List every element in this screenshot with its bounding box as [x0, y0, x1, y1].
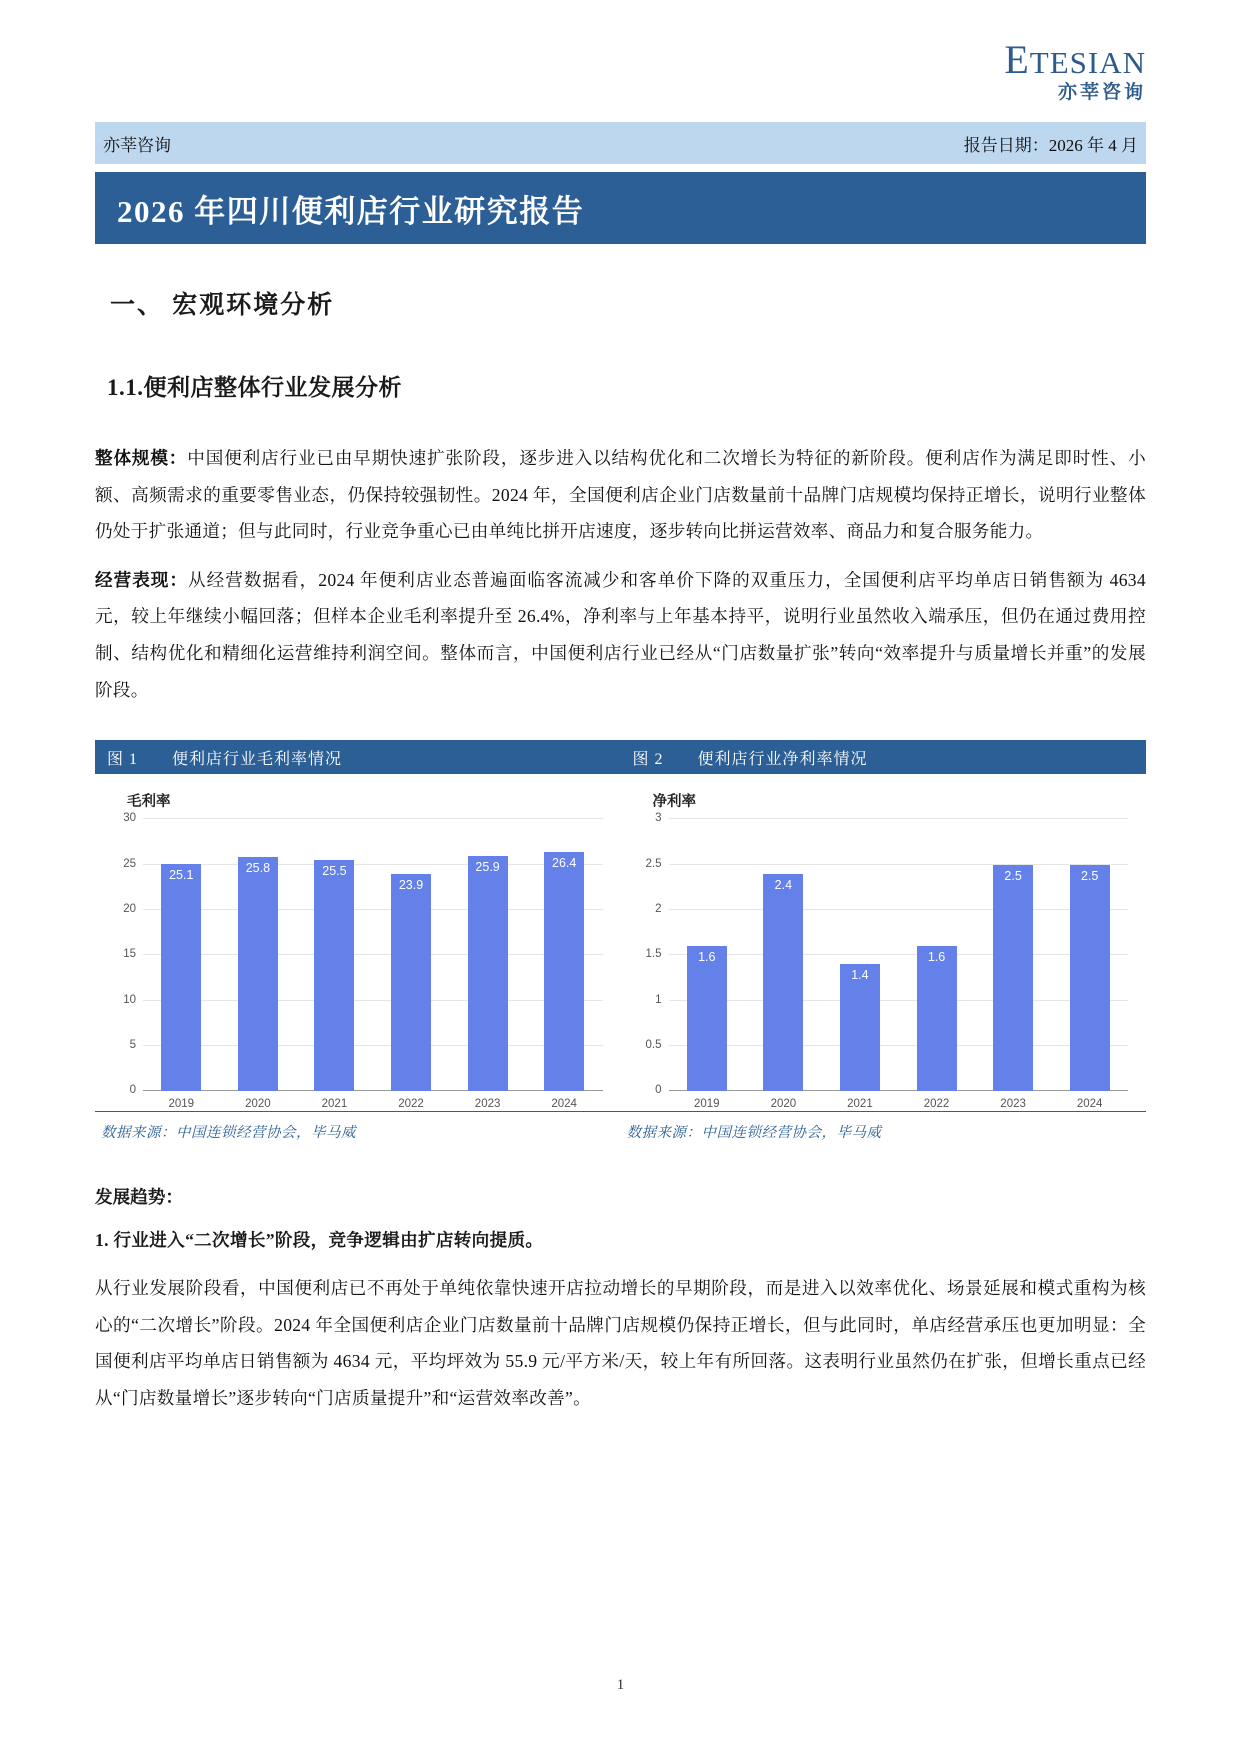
figure-number: 图 2	[632, 750, 664, 768]
figure-gross-margin	[95, 740, 621, 1142]
chart-title: 毛利率	[127, 794, 171, 811]
chart-bar	[687, 946, 727, 1091]
figure-header	[621, 740, 1147, 774]
y-axis-tick-label: 0.5	[645, 1038, 662, 1051]
figure-header	[95, 740, 621, 774]
y-axis-tick-label: 10	[123, 993, 136, 1006]
y-axis-tick-label: 2	[655, 902, 662, 915]
chart-bar	[917, 946, 957, 1091]
page-number: 1	[616, 1677, 625, 1693]
paragraph-text: 从经营数据看，2024 年便利店业态普遍面临客流减少和客单价下降的双重压力，全国便利店平均单店日销售额为 4634 元，较上年继续小幅回落；但样本企业毛利率提升至 26.4%，净利率与上年基本持平，说明行业虽然收入端承压，但仍在通过费用控制、结构优化和精细化运营维持利润空间。整体而言，中国便利店行业已经从“门店数量扩张”转向“效率提升与质量增长并重”的发展阶段。	[95, 569, 1146, 700]
figure-source: 数据来源：中国连锁经营协会，毕马威	[626, 1125, 882, 1142]
figure-caption: 便利店行业毛利率情况	[172, 750, 343, 768]
subsection-heading: 1.1.便利店整体行业发展分析	[107, 375, 402, 400]
chart-plot-area	[645, 811, 1129, 1096]
header-report-date: 报告日期：2026 年 4 月	[963, 135, 1138, 155]
y-axis-tick-label: 3	[655, 811, 662, 824]
logo-wordmark-rest: TESIAN	[1029, 45, 1146, 80]
x-axis-tick-label: 2023	[1000, 1098, 1026, 1111]
paragraph-overall-scale	[95, 440, 1146, 550]
chart-x-axis-labels	[669, 1098, 1129, 1110]
x-axis-tick-label: 2023	[474, 1098, 501, 1111]
logo-initial: E	[1004, 37, 1030, 82]
paragraph-lead-label: 经营表现：	[95, 569, 189, 590]
bar-slot	[143, 819, 220, 1091]
chart-bars	[669, 819, 1129, 1091]
bar-slot	[296, 819, 373, 1091]
x-axis-tick-label: 2021	[847, 1098, 873, 1111]
y-axis-tick-label: 0	[129, 1083, 136, 1096]
bar-slot	[526, 819, 603, 1091]
bar-value-label: 1.6	[927, 950, 946, 965]
figure-row	[95, 740, 1146, 1142]
bar-slot	[1051, 819, 1128, 1091]
chart-plot-area	[123, 811, 603, 1096]
paragraph-operating-performance	[95, 562, 1146, 708]
figure-net-margin	[621, 740, 1147, 1142]
paragraph-text: 中国便利店行业已由早期快速扩张阶段，逐步进入以结构优化和二次增长为特征的新阶段。便利店作为满足即时性、小额、高频需求的重要零售业态，仍保持较强韧性。2024 年，全国便利店企业门店数量前十品牌门店规模均保持正增长，说明行业整体仍处于扩张通道；但与此同时，行业竞争重心已由单纯比拼开店速度，逐步转向比拼运营效率、商品力和复合服务能力。	[95, 448, 1146, 542]
page-title: 2026 年四川便利店行业研究报告	[117, 193, 585, 229]
figure-caption: 便利店行业净利率情况	[697, 750, 868, 768]
bar-value-label: 26.4	[552, 855, 577, 870]
chart-bar	[763, 874, 803, 1092]
bar-value-label: 1.4	[851, 968, 869, 983]
chart-bar	[161, 864, 201, 1092]
chart-bar	[1070, 865, 1110, 1092]
x-axis-tick-label: 2024	[551, 1098, 577, 1111]
section-heading: 一、 宏观环境分析	[110, 292, 335, 319]
logo-subtitle: 亦莘咨询	[1057, 82, 1146, 103]
y-axis-tick-label: 2.5	[645, 857, 662, 870]
chart-gross-margin	[95, 774, 621, 1109]
bar-value-label: 2.5	[1080, 868, 1099, 883]
bar-value-label: 2.4	[774, 877, 793, 892]
header-company-name: 亦莘咨询	[103, 135, 171, 155]
bar-slot	[745, 819, 822, 1091]
figure-source: 数据来源：中国连锁经营协会，毕马威	[101, 1125, 356, 1142]
chart-x-axis-labels	[143, 1098, 603, 1110]
bar-slot	[220, 819, 297, 1091]
trends-heading: 发展趋势：	[95, 1187, 183, 1208]
company-logo	[1004, 37, 1146, 103]
bar-slot	[449, 819, 526, 1091]
chart-bar	[468, 856, 508, 1091]
bar-slot	[373, 819, 450, 1091]
y-axis-tick-label: 20	[123, 902, 136, 915]
y-axis-tick-label: 5	[129, 1038, 136, 1051]
chart-bar	[314, 860, 354, 1091]
bar-slot	[822, 819, 899, 1091]
x-axis-tick-label: 2019	[168, 1098, 195, 1111]
chart-title: 净利率	[652, 794, 696, 811]
bar-value-label: 23.9	[398, 878, 424, 893]
trend-item-1-body: 从行业发展阶段看，中国便利店已不再处于单纯依靠快速开店拉动增长的早期阶段，而是进入以效率优化、场景延展和模式重构为核心的“二次增长”阶段。2024 年全国便利店企业门店数量前十品牌门店规模仍保持正增长，但与此同时，单店经营承压也更加明显：全国便利店平均单店日销售额为 4634 元，平均坪效为 55.9 元/平方米/天，较上年有所回落。这表明行业虽然仍在扩张，但增长重点已经从“门店数量增长”逐步转向“门店质量提升”和“运营效率改善”。	[95, 1278, 1146, 1408]
chart-bar	[238, 857, 278, 1091]
x-axis-tick-label: 2020	[245, 1098, 271, 1111]
y-axis-tick-label: 30	[123, 811, 136, 824]
bar-slot	[898, 819, 975, 1091]
x-axis-tick-label: 2022	[923, 1098, 950, 1111]
y-axis-tick-label: 0	[655, 1083, 662, 1096]
bar-value-label: 25.1	[169, 867, 194, 882]
x-axis-tick-label: 2022	[398, 1098, 424, 1111]
chart-bar	[993, 865, 1033, 1092]
y-axis-tick-label: 25	[123, 857, 136, 870]
chart-bar	[544, 852, 584, 1091]
x-axis-tick-label: 2019	[693, 1098, 720, 1111]
bar-value-label: 1.6	[698, 950, 716, 965]
bar-slot	[669, 819, 746, 1091]
bar-slot	[975, 819, 1052, 1091]
bar-value-label: 25.9	[475, 860, 500, 875]
trend-item-1-title: 1. 行业进入“二次增长”阶段，竞争逻辑由扩店转向提质。	[95, 1230, 544, 1251]
figure-number: 图 1	[107, 750, 139, 768]
x-axis-tick-label: 2020	[770, 1098, 797, 1111]
chart-bar	[391, 874, 431, 1091]
y-axis-tick-label: 1.5	[645, 947, 662, 960]
chart-net-margin	[621, 774, 1147, 1109]
y-axis-tick-label: 15	[123, 947, 136, 960]
page-header-band	[95, 122, 1146, 164]
y-axis-tick-label: 1	[655, 993, 662, 1006]
document-body	[95, 285, 1146, 1429]
bar-value-label: 25.8	[245, 861, 271, 876]
x-axis-tick-label: 2024	[1076, 1098, 1103, 1111]
chart-bar	[840, 964, 880, 1091]
chart-bars	[143, 819, 603, 1091]
logo-wordmark	[1004, 37, 1146, 82]
paragraph-lead-label: 整体规模：	[95, 448, 188, 468]
report-title-band	[95, 172, 1146, 244]
bar-value-label: 2.5	[1004, 868, 1022, 883]
bar-value-label: 25.5	[322, 863, 347, 878]
x-axis-tick-label: 2021	[321, 1098, 348, 1111]
